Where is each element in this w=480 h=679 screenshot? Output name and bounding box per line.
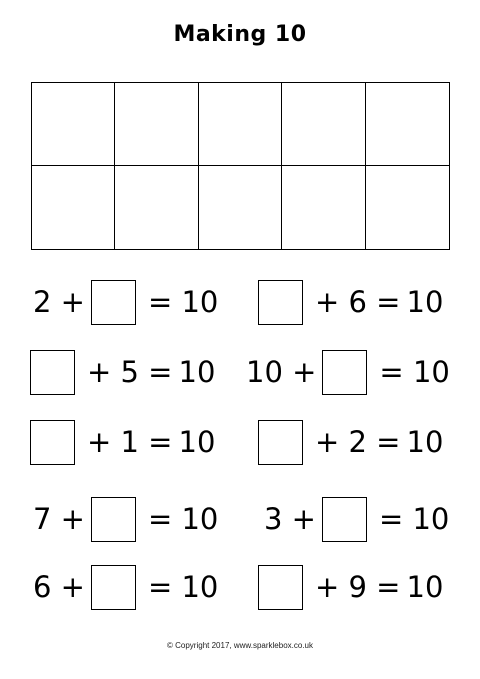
answer-box[interactable] — [322, 350, 367, 395]
copyright-footer: © Copyright 2017, www.sparklebox.co.uk — [167, 641, 313, 650]
ten-frame-cell[interactable] — [32, 83, 115, 166]
equation-part: 6 + — [33, 569, 85, 604]
answer-box[interactable] — [322, 497, 367, 542]
answer-box[interactable] — [258, 420, 303, 465]
equation-part: = 10 — [147, 569, 219, 604]
ten-frame — [31, 82, 450, 250]
equation-part: + 9 = — [315, 569, 401, 604]
equation-part: 10 — [406, 424, 444, 459]
ten-frame-cell[interactable] — [199, 83, 282, 166]
ten-frame-cell[interactable] — [32, 166, 115, 249]
equation-r5-right — [258, 563, 443, 611]
equation-part: + 6 = — [315, 284, 401, 319]
equation-part: 10 — [406, 284, 444, 319]
equation-part: 10 — [406, 569, 444, 604]
answer-box[interactable] — [91, 565, 136, 610]
equation-r2-left — [30, 348, 215, 396]
equation-r1-right — [258, 278, 443, 326]
ten-frame-cell[interactable] — [366, 166, 449, 249]
equation-r5-left — [33, 563, 218, 611]
equation-r3-left — [30, 418, 215, 466]
equation-part: = 10 — [147, 284, 219, 319]
answer-box[interactable] — [258, 565, 303, 610]
ten-frame-cell[interactable] — [115, 83, 198, 166]
equation-part: 10 + — [246, 354, 317, 389]
answer-box[interactable] — [258, 280, 303, 325]
equation-r2-right — [246, 348, 450, 396]
equation-part: 10 — [178, 354, 216, 389]
answer-box[interactable] — [91, 497, 136, 542]
equation-part: = 10 — [147, 501, 219, 536]
equation-part: + 2 = — [315, 424, 401, 459]
equation-part: + 1 = — [87, 424, 173, 459]
equation-r3-right — [258, 418, 443, 466]
page-title: Making 10 — [173, 22, 307, 47]
equation-part: = 10 — [379, 354, 450, 389]
ten-frame-cell[interactable] — [366, 83, 449, 166]
equation-part: 10 — [178, 424, 216, 459]
ten-frame-cell[interactable] — [282, 166, 365, 249]
equation-part: = 10 — [378, 501, 450, 536]
equation-r4-left — [33, 495, 218, 543]
ten-frame-cell[interactable] — [282, 83, 365, 166]
ten-frame-cell[interactable] — [115, 166, 198, 249]
equation-r4-right — [264, 495, 449, 543]
equation-r1-left — [33, 278, 218, 326]
ten-frame-cell[interactable] — [199, 166, 282, 249]
equation-part: 2 + — [33, 284, 85, 319]
answer-box[interactable] — [91, 280, 136, 325]
equation-part: 3 + — [264, 501, 316, 536]
answer-box[interactable] — [30, 350, 75, 395]
equation-part: 7 + — [33, 501, 85, 536]
equation-part: + 5 = — [87, 354, 173, 389]
answer-box[interactable] — [30, 420, 75, 465]
